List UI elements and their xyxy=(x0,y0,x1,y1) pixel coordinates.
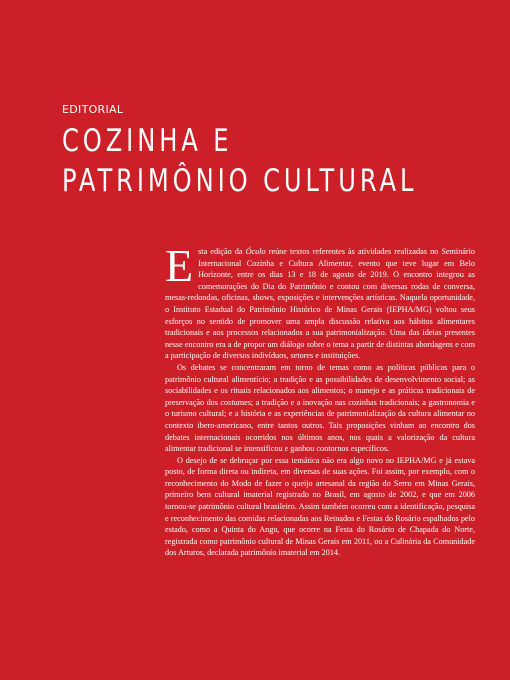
paragraph-3: O desejo de se debruçar por essa temática não era algo novo no IEPHA/MG e já estava posto, de forma direta ou indireta, em diversas de suas ações. Foi assim, por exemplo, com o reconhecimento do Modo de fazer o queijo artesanal da região do Serro em Minas Gerais, primeiro bem cultural imaterial registrado no Brasil, em agosto de 2002, e que em 2006 tornou-se patrimônio cultural brasileiro. Assim também ocorreu com a identificação, pesquisa e reconhecimento das comidas relacionadas aos Reinados e Festas do Rosário espalhados pelo estado, como a Quinta do Angu, que ocorre na Festa do Rosário de Chapada do Norte, registrada como patrimônio cultural de Minas Gerais em 2011, ou a Culinária da Comunidade dos Arturos, declarada patrimônio imaterial em 2014. xyxy=(165,455,475,558)
section-label: EDITORIAL xyxy=(62,103,124,116)
drop-cap: E xyxy=(165,240,194,291)
paragraph-1 xyxy=(165,240,476,362)
article-body xyxy=(165,240,476,559)
article-title xyxy=(62,121,417,201)
paragraph-2: Os debates se concentraram em torno de temas como as políticas públicas para o patrimônio cultural alimentício; a tradição e as possibilidades de desenvolvimento social; as sociabilidades e os rituais relacionados aos alimentos; o manejo e as práticas tradicionais de preservação dos costumes; a tradição e a inovação nas cozinhas tradicionais; a gastronomia e o turismo cultural; e a história e as experiências de patrimonialização da cultura alimentar no contexto ibero-americano, entre tantos outros. Tais proposições vinham ao encontro dos debates internacionais ocorridos nos últimos anos, nos quais a valorização da cultura alimentar tradicional se intensificou e ganhou contornos específicos. xyxy=(165,362,475,454)
paragraph-1-start: sta edição da xyxy=(198,247,246,256)
journal-name: Óculo xyxy=(245,247,266,256)
title-line-1: COZINHA E xyxy=(62,123,233,159)
paragraph-1-rest: reúne textos referentes às atividades realizadas no Seminário Internacional Cozinha e Cultura Alimentar, evento que teve lugar em Belo Horizonte, entre os dias 13 e 18 de agosto de 2019. O encontro integrou as comemorações do Dia do Patrimônio e contou com diversas rodas de conversa, mesas-redondas, oficinas, shows, exposições e intervenções artísticas. Naquela oportunidade, o Instituto Estadual do Patrimônio Histórico de Minas Gerais (IEPHA/MG) voltou seus esforços no sentido de promover uma ampla discussão relativa aos hábitos alimentares tradicionais e aos processos relacionados a sua patrimonialização. Uma das ideias presentes nesse encontro era a de propor um diálogo sobre o tema a partir de distintas abordagens e com a participação de diversos indivíduos, setores e instituições. xyxy=(165,247,476,361)
title-line-2: PATRIMÔNIO CULTURAL xyxy=(62,163,418,199)
